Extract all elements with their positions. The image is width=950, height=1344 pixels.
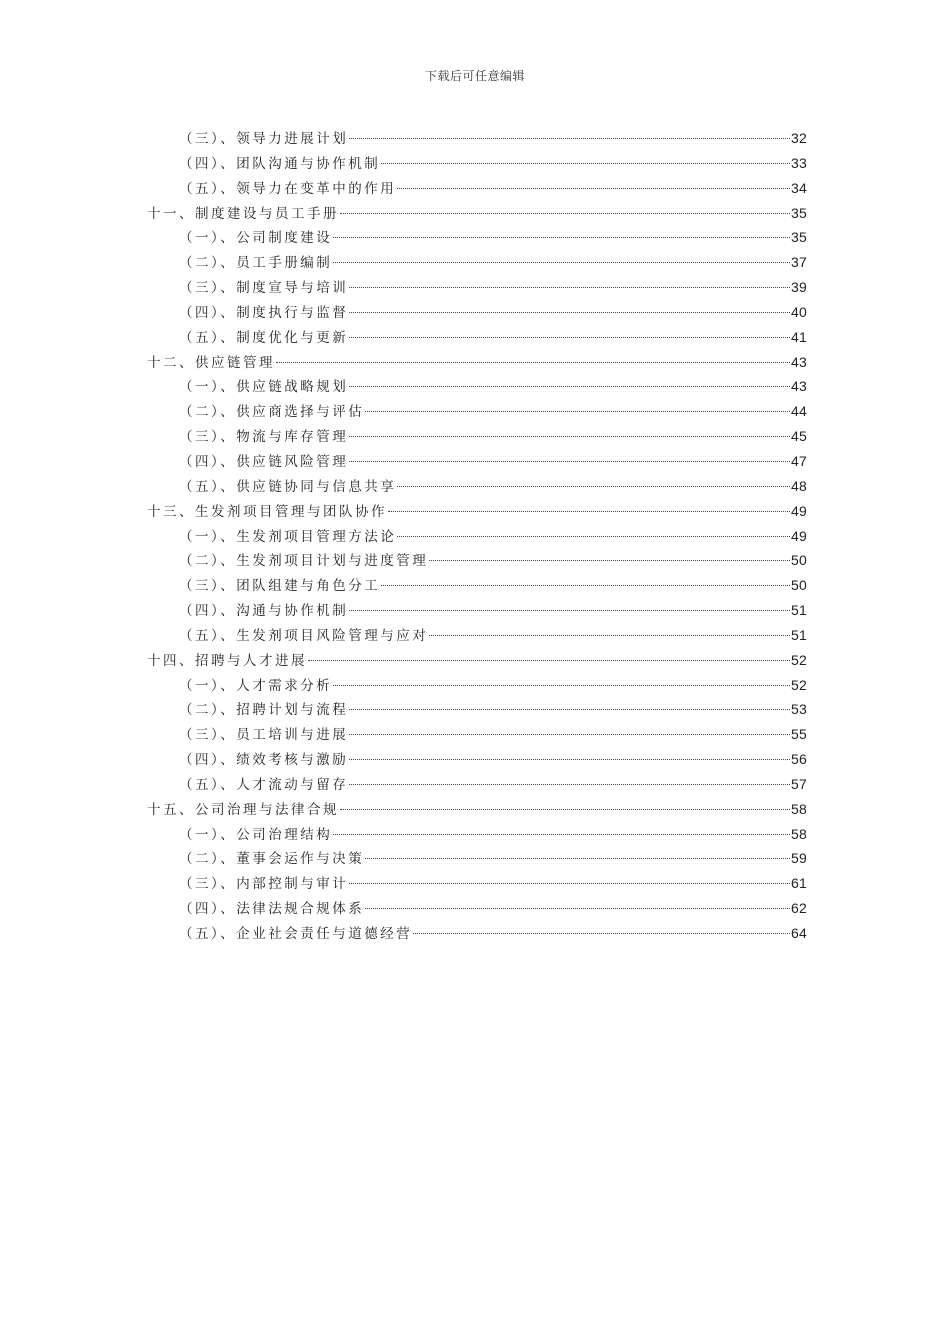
toc-section-entry[interactable] xyxy=(147,374,807,399)
toc-dot-leader xyxy=(333,262,790,263)
toc-dot-leader xyxy=(397,536,790,537)
toc-page-number: 51 xyxy=(791,626,807,643)
toc-section-entry[interactable] xyxy=(147,673,807,698)
toc-dot-leader xyxy=(429,635,790,636)
toc-dot-leader xyxy=(349,709,790,710)
toc-dot-leader xyxy=(397,486,790,487)
toc-page-number: 58 xyxy=(791,825,807,842)
toc-page-number: 34 xyxy=(791,179,807,196)
toc-page-number: 61 xyxy=(791,875,807,892)
table-of-contents xyxy=(147,126,807,946)
toc-entry-title: （三）、员工培训与进展 xyxy=(179,727,349,744)
toc-page-number: 35 xyxy=(791,204,807,221)
toc-section-entry[interactable] xyxy=(147,176,807,201)
toc-entry-title: （二）、招聘计划与流程 xyxy=(179,702,349,719)
toc-entry-title: （二）、员工手册编制 xyxy=(179,255,333,272)
toc-dot-leader xyxy=(333,834,790,835)
toc-dot-leader xyxy=(349,759,790,760)
toc-dot-leader xyxy=(333,237,790,238)
toc-dot-leader xyxy=(340,213,790,214)
toc-page-number: 48 xyxy=(791,477,807,494)
toc-section-entry[interactable] xyxy=(147,126,807,151)
toc-dot-leader xyxy=(349,386,790,387)
toc-chapter-entry[interactable] xyxy=(147,797,807,822)
toc-page-number: 50 xyxy=(791,577,807,594)
toc-dot-leader xyxy=(349,610,790,611)
toc-section-entry[interactable] xyxy=(147,151,807,176)
toc-dot-leader xyxy=(349,436,790,437)
toc-dot-leader xyxy=(349,883,790,884)
toc-section-entry[interactable] xyxy=(147,871,807,896)
toc-entry-title: （四）、制度执行与监督 xyxy=(179,304,349,321)
toc-chapter-entry[interactable] xyxy=(147,648,807,673)
toc-section-entry[interactable] xyxy=(147,524,807,549)
toc-section-entry[interactable] xyxy=(147,225,807,250)
toc-chapter-entry[interactable] xyxy=(147,350,807,375)
toc-section-entry[interactable] xyxy=(147,474,807,499)
toc-dot-leader xyxy=(413,933,790,934)
toc-entry-title: （四）、供应链风险管理 xyxy=(179,453,349,470)
toc-page-number: 44 xyxy=(791,403,807,420)
toc-dot-leader xyxy=(349,138,790,139)
toc-section-entry[interactable] xyxy=(147,250,807,275)
toc-page-number: 59 xyxy=(791,850,807,867)
toc-dot-leader xyxy=(365,908,790,909)
toc-entry-title: （二）、董事会运作与决策 xyxy=(179,851,365,868)
toc-section-entry[interactable] xyxy=(147,573,807,598)
toc-page-number: 62 xyxy=(791,900,807,917)
toc-section-entry[interactable] xyxy=(147,598,807,623)
toc-page-number: 43 xyxy=(791,353,807,370)
toc-section-entry[interactable] xyxy=(147,548,807,573)
toc-entry-title: （三）、团队组建与角色分工 xyxy=(179,578,381,595)
toc-entry-title: （三）、领导力进展计划 xyxy=(179,131,349,147)
toc-page-number: 41 xyxy=(791,328,807,345)
toc-chapter-entry[interactable] xyxy=(147,499,807,524)
toc-entry-title: （二）、供应商选择与评估 xyxy=(179,404,365,421)
toc-page-number: 40 xyxy=(791,303,807,320)
toc-dot-leader xyxy=(381,585,790,586)
toc-entry-title: （五）、领导力在变革中的作用 xyxy=(179,180,397,197)
toc-dot-leader xyxy=(333,685,790,686)
toc-page-number: 39 xyxy=(791,279,807,296)
toc-page-number: 51 xyxy=(791,602,807,619)
toc-dot-leader xyxy=(349,287,790,288)
toc-entry-title: （三）、内部控制与审计 xyxy=(179,876,349,893)
toc-entry-title: （五）、生发剂项目风险管理与应对 xyxy=(179,627,429,644)
toc-entry-title: 十三、生发剂项目管理与团队协作 xyxy=(147,503,387,520)
toc-dot-leader xyxy=(397,188,790,189)
toc-dot-leader xyxy=(365,411,790,412)
toc-entry-title: （三）、物流与库存管理 xyxy=(179,429,349,446)
toc-chapter-entry[interactable] xyxy=(147,201,807,226)
toc-page-number: 47 xyxy=(791,452,807,469)
toc-dot-leader xyxy=(388,511,790,512)
toc-section-entry[interactable] xyxy=(147,300,807,325)
toc-dot-leader xyxy=(365,858,790,859)
toc-page-number: 52 xyxy=(791,651,807,668)
toc-section-entry[interactable] xyxy=(147,921,807,946)
toc-page-number: 43 xyxy=(791,378,807,395)
toc-entry-title: （三）、制度宣导与培训 xyxy=(179,280,349,297)
toc-section-entry[interactable] xyxy=(147,449,807,474)
toc-page-number: 52 xyxy=(791,676,807,693)
toc-entry-title: （一）、生发剂项目管理方法论 xyxy=(179,528,397,545)
toc-section-entry[interactable] xyxy=(147,722,807,747)
toc-section-entry[interactable] xyxy=(147,846,807,871)
toc-section-entry[interactable] xyxy=(147,275,807,300)
toc-section-entry[interactable] xyxy=(147,623,807,648)
toc-section-entry[interactable] xyxy=(147,325,807,350)
toc-page-number: 49 xyxy=(791,527,807,544)
toc-page-number: 57 xyxy=(791,775,807,792)
toc-entry-title: （四）、沟通与协作机制 xyxy=(179,603,349,620)
toc-section-entry[interactable] xyxy=(147,424,807,449)
toc-page-number: 58 xyxy=(791,800,807,817)
toc-dot-leader xyxy=(349,784,790,785)
toc-entry-title: （一）、供应链战略规划 xyxy=(179,379,349,396)
toc-entry-title: （五）、供应链协同与信息共享 xyxy=(179,478,397,495)
toc-entry-title: （四）、法律法规合规体系 xyxy=(179,901,365,918)
toc-entry-title: （四）、团队沟通与协作机制 xyxy=(179,155,381,172)
toc-entry-title: 十二、供应链管理 xyxy=(147,354,275,371)
toc-entry-title: （五）、人才流动与留存 xyxy=(179,776,349,793)
toc-section-entry[interactable] xyxy=(147,772,807,797)
toc-page-number: 55 xyxy=(791,726,807,743)
toc-page-number: 45 xyxy=(791,428,807,445)
toc-page-number: 56 xyxy=(791,751,807,768)
toc-page-number: 32 xyxy=(791,130,807,146)
toc-entry-title: （一）、公司制度建设 xyxy=(179,230,333,247)
toc-dot-leader xyxy=(308,660,790,661)
toc-page-number: 33 xyxy=(791,154,807,171)
toc-entry-title: 十五、公司治理与法律合规 xyxy=(147,801,339,818)
toc-dot-leader xyxy=(349,734,790,735)
toc-section-entry[interactable] xyxy=(147,896,807,921)
toc-entry-title: （一）、人才需求分析 xyxy=(179,677,333,694)
toc-section-entry[interactable] xyxy=(147,399,807,424)
toc-dot-leader xyxy=(381,163,790,164)
toc-entry-title: （四）、绩效考核与激励 xyxy=(179,752,349,769)
toc-entry-title: （一）、公司治理结构 xyxy=(179,826,333,843)
toc-section-entry[interactable] xyxy=(147,697,807,722)
toc-page-number: 37 xyxy=(791,254,807,271)
toc-entry-title: 十四、招聘与人才进展 xyxy=(147,652,307,669)
toc-page-number: 64 xyxy=(791,925,807,941)
toc-section-entry[interactable] xyxy=(147,822,807,847)
toc-section-entry[interactable] xyxy=(147,747,807,772)
toc-page-number: 49 xyxy=(791,502,807,519)
toc-entry-title: （五）、制度优化与更新 xyxy=(179,329,349,346)
toc-page-number: 35 xyxy=(791,229,807,246)
toc-entry-title: （五）、企业社会责任与道德经营 xyxy=(179,926,413,942)
toc-dot-leader xyxy=(349,461,790,462)
toc-dot-leader xyxy=(429,560,790,561)
page-header: 下载后可任意编辑 xyxy=(424,69,525,83)
toc-dot-leader xyxy=(349,337,790,338)
toc-entry-title: （二）、生发剂项目计划与进度管理 xyxy=(179,553,429,570)
toc-dot-leader xyxy=(340,809,790,810)
toc-dot-leader xyxy=(349,312,790,313)
toc-page-number: 50 xyxy=(791,552,807,569)
toc-entry-title: 十一、制度建设与员工手册 xyxy=(147,205,339,222)
toc-dot-leader xyxy=(276,362,790,363)
toc-page-number: 53 xyxy=(791,701,807,718)
